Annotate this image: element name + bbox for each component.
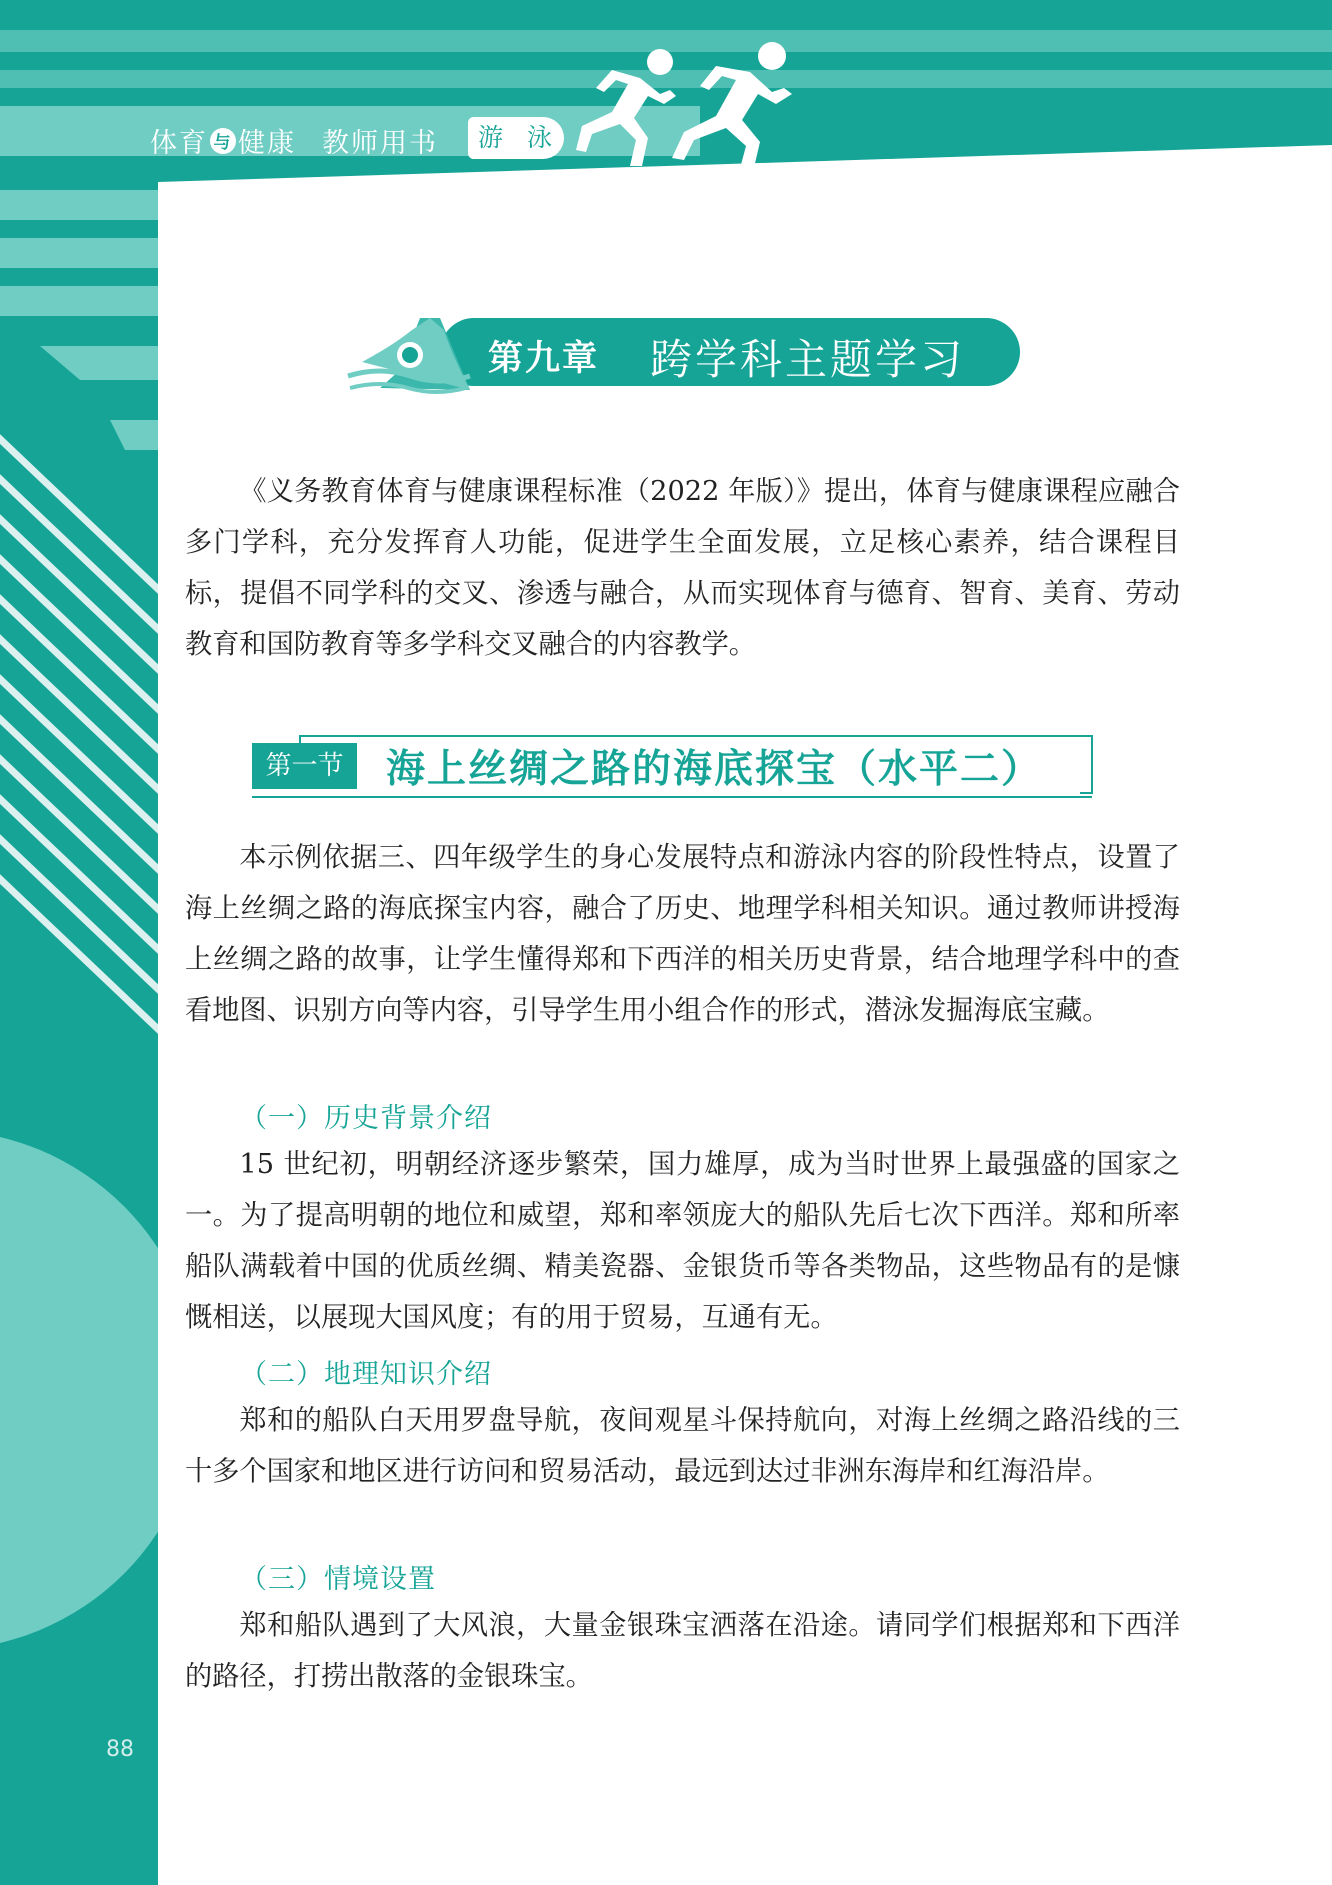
subsection-text-2: 郑和的船队白天用罗盘导航，夜间观星斗保持航向，对海上丝绸之路沿线的三十多个国家和地区进行访问和贸易活动，最远到达过非洲东海岸和红海沿岸。 (185, 1405, 1180, 1487)
intro-paragraph: 《义务教育体育与健康课程标准（2022 年版）》提出，体育与健康课程应融合多门学科，充分发挥育人功能，促进学生全面发展，立足核心素养，结合课程目标，提倡不同学科的交叉、渗透与融合，从而实现体育与德育、智育、美育、劳动教育和国防教育等多学科交叉融合的内容教学。 (185, 476, 1180, 660)
subsection-text-3: 郑和船队遇到了大风浪，大量金银珠宝洒落在沿途。请同学们根据郑和下西洋的路径，打捞出散落的金银珠宝。 (185, 1610, 1180, 1692)
chapter-title: 跨学科主题学习 (650, 335, 966, 384)
page-number: 88 (106, 1737, 134, 1762)
section-badge: 第一节 (252, 743, 357, 789)
book-title-part2: 健康 (238, 128, 296, 159)
book-title-joiner: 与 (210, 128, 236, 154)
chapter-number: 第九章 (488, 339, 600, 379)
section-title: 海上丝绸之路的海底探宝（水平二） (386, 747, 1043, 792)
subsection-text-1: 15 世纪初，明朝经济逐步繁荣，国力雄厚，成为当时世界上最强盛的国家之一。为了提高明朝的地位和威望，郑和率领庞大的船队先后七次下西洋。郑和所率船队满载着中国的优质丝绸、精美瓷器、金银货币等各类物品，这些物品有的是慷慨相送，以展现大国风度；有的用于贸易，互通有无。 (185, 1149, 1180, 1333)
book-title-part1: 体育 (150, 128, 208, 159)
book-title-part3: 教师用书 (322, 128, 438, 159)
subsection-heading-2: （二）地理知识介绍 (240, 1359, 492, 1390)
book-title (150, 121, 438, 160)
subsection-heading-3: （三）情境设置 (240, 1564, 436, 1595)
section-intro-paragraph: 本示例依据三、四年级学生的身心发展特点和游泳内容的阶段性特点，设置了海上丝绸之路的海底探宝内容，融合了历史、地理学科相关知识。通过教师讲授海上丝绸之路的故事，让学生懂得郑和下西洋的相关历史背景，结合地理学科中的查看地图、识别方向等内容，引导学生用小组合作的形式，潜泳发掘海底宝藏。 (185, 842, 1180, 1026)
subject-tag: 游 泳 (468, 117, 564, 159)
subsection-heading-1: （一）历史背景介绍 (240, 1103, 492, 1134)
